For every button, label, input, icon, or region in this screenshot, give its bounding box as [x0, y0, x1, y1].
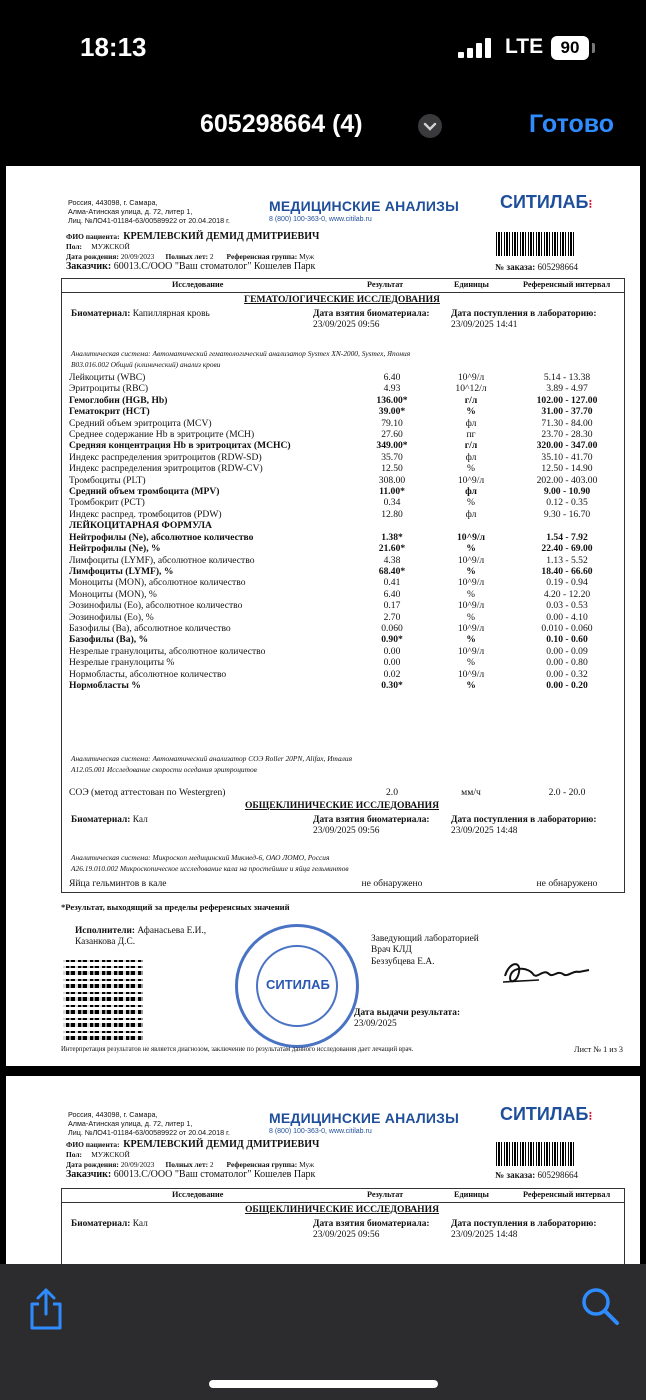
- disclaimer-line: Интерпретация результатов не является диагнозом, заключение по результатам данного исследования дает лечащий врач. Лист № 1 из 3: [61, 1045, 623, 1054]
- table-row: Нейтрофилы (Ne), % 21.60* % 22.40 - 69.00: [69, 543, 593, 555]
- table-row: Средний объем эритроцита (MCV) 79.10 фл 71.30 - 84.00: [69, 417, 593, 429]
- citilab-logo: СИТИЛАБ⁝: [500, 192, 593, 212]
- table-row: Лимфоциты (LYMF), % 68.40* % 18.40 - 66.60: [69, 565, 593, 577]
- table-row: Эозинофилы (Eo), абсолютное количество 0.17 10^9/л 0.03 - 0.53: [69, 600, 588, 612]
- signature-image: [499, 954, 593, 994]
- brand-contacts: 8 (800) 100-363-0, www.citilab.ru: [269, 1128, 372, 1135]
- section-general: ОБЩЕКЛИНИЧЕСКИЕ ИССЛЕДОВАНИЯ: [244, 1204, 440, 1215]
- brand-title: МЕДИЦИНСКИЕ АНАЛИЗЫ: [269, 198, 460, 214]
- citilab-logo: СИТИЛАБ⁝: [500, 1104, 593, 1124]
- table-row: Нормобласты, абсолютное количество 0.02 10^9/л 0.00 - 0.32: [69, 668, 588, 680]
- document-page-1: Россия, 443098, г. Самара, Алма-Атинская улица, д. 72, литер 1, Лиц. №ЛО41-01184-63/00589922 от 20.04.2018 г. МЕДИЦИНСКИЕ АНАЛИЗЫ 8 (800) 100-363-0, www.citilab.ru СИТИЛАБ⁝ ФИО пациента: КРЕМЛЕВСКИЙ ДЕМИД ДМИТРИЕВИЧ Пол: МУЖСКОЙ Дата рождения: 20/09/2023 Полных лет: 2 Референсная группа: Муж Заказчик: 60013.С/ООО "Ваш стоматолог" Кошелев Парк № заказа: 605298664 Исследование Результат Единицы Референсный интервал ГЕМАТОЛОГИЧЕСКИЕ ИССЛЕДОВАНИЯ Биоматериал: Капиллярная кровь Дата взятия биоматериала: 23/09/2025 09:56 Дата поступления в лабораторию: 23/09/2025 14:41 Аналитическая система: Автоматический гематологический анализатор Sysmex XN-2000, Sysmex, Япония B03.016.002 Общий (клинический) анализ крови Лейкоциты (WBC) 6.40 10^9/л 5.14 - 13.38 Эритроциты (RBC) 4.93 10^12/л 3.89 - 4.97 Гемоглобин (HGB, Hb) 136.00* г/л 102.00 - 127.00 Гематокрит (HCT) 39.00* % 31.00 - 37.70 Средний объем эритроцита (MCV) 79.10 фл 71.30 - 84.00 Среднее содержание Hb в эритроците (MCH) 27.60 пг 23.70 - 28.30 Средняя концентрация Hb в эритроцитах (MCHC) 349.00* г/л 320.00 - 347.00 Индекс распределения эритроцитов (RDW-SD) 35.70 фл 35.10 - 41.70 Индекс распределения эритроцитов (RDW-CV) 12.50 % 12.50 - 14.90 Тромбоциты (PLT) 308.00 10^9/л 202.00 - 403.00 Средний объем тромбоцита (MPV) 11.00* фл 9.00 - 10.90 Тромбокрит (PCT) 0.34 % 0.12 - 0.35 Индекс распред. тромбоцитов (PDW) 12.80 фл 9.30 - 16.70 ЛЕЙКОЦИТАРНАЯ ФОРМУЛА Нейтрофилы (Ne), абсолютное количество 1.38* 10^9/л 1.54 - 7.92 Нейтрофилы (Ne), % 21.60* % 22.40 - 69.00 Лимфоциты (LYMF), абсолютное количество 4.38 10^9/л 1.13 - 5.52 Лимфоциты (LYMF), % 68.40* % 18.40 - 66.60 Моноциты (MON), абсолютное количество 0.41 10^9/л 0.19 - 0.94 Моноциты (MON), % 6.40 % 4.20 - 12.20 Эозинофилы (Eo), абсолютное количество 0.17 10^9/л 0.03 - 0.53 Эозинофилы (Eo), % 2.70 % 0.00 - 4.10 Базофилы (Ba), абсолютное количество 0.060 10^9/л 0.010 - 0.060 Базофилы (Ba), % 0.90* % 0.10 - 0.60 Незрелые гранулоциты, абсолютное количество 0.00 10^9/л 0.00 - 0.09 Незрелые гранулоциты % 0.00 % 0.00 - 0.80 Нормобласты, абсолютное количество 0.02 10^9/л 0.00 - 0.32 Нормобласты % 0.30* % 0.00 - 0.20 Аналитическая система: Автоматический анализатор СОЭ Roller 20PN, Alifax, Италия A12.05.001 Исследование скорости оседания эритроцитов СОЭ (метод аттестован по Westergren) 2.0 мм/ч 2.0 - 20.0 ОБЩЕКЛИНИЧЕСКИЕ ИССЛЕДОВАНИЯ Биоматериал: Кал Дата взятия биоматериала: 23/09/2025 09:56 Дата поступления в лабораторию: 23/09/2025 14:48 Аналитическая система: Микроскоп медицинский Микмед-6, ОАО ЛОМО, Россия A26.19.010.002 Микроскопическое исследование кала на простейшие и яйца гельминтов Яйца гельминтов в кале не обнаружено не обнаружено *Результат, выходящий за пределы референсных значений Исполнители: Афанасьева Е.И., Казанкова Д.С. СИТИЛАБ Заведующий лабораторией Врач КЛД Беззубцева Е.А. Дата выдачи результата: 23/09/2025 Интерпретация результатов не является диагнозом, заключение по результатам данного исследования дает лечащий врач. Лист № 1 из 3: [6, 166, 640, 1066]
- stool-table: [61, 878, 623, 889]
- patient-info: ФИО пациента: КРЕМЛЕВСКИЙ ДЕМИД ДМИТРИЕВИЧ Пол: МУЖСКОЙ Дата рождения: 20/09/2023 Полных лет: 2 Референсная группа: Муж Заказчик: 60013.С/ООО "Ваш стоматолог" Кошелев Парк № заказа: 605298664: [66, 231, 578, 272]
- patient-refgroup: Муж: [299, 252, 315, 261]
- share-icon[interactable]: [26, 1286, 66, 1330]
- brand-contacts: 8 (800) 100-363-0, www.citilab.ru: [269, 216, 372, 223]
- search-icon[interactable]: [580, 1286, 620, 1326]
- order-number: 605298664: [537, 262, 578, 272]
- table-row: Базофилы (Ba), % 0.90* % 0.10 - 0.60: [69, 634, 588, 646]
- table-header: Исследование Результат Единицы Референсный интервал: [61, 278, 625, 293]
- table-row: Гематокрит (HCT) 39.00* % 31.00 - 37.70: [69, 406, 593, 418]
- table-row: Средний объем тромбоцита (MPV) 11.00* фл 9.00 - 10.90: [69, 486, 591, 498]
- sheet-number: Лист № 1 из 3: [574, 1045, 623, 1054]
- hematology-table: [61, 372, 623, 691]
- qr-code: [63, 960, 143, 1040]
- analyzer-note-hema: Аналитическая система: Автоматический гематологический анализатор Sysmex XN-2000, Sysmex, Япония B03.016.002 Общий (клинический) анализ крови: [71, 349, 411, 369]
- cellular-signal-icon: [458, 38, 492, 58]
- customer: 60013.С/ООО "Ваш стоматолог" Кошелев Парк: [113, 261, 316, 272]
- status-bar: [0, 0, 646, 96]
- table-row: Тромбокрит (PCT) 0.34 % 0.12 - 0.35: [69, 497, 588, 509]
- table-row: Тромбоциты (PLT) 308.00 10^9/л 202.00 - 403.00: [69, 474, 598, 486]
- document-page-2: Россия, 443098, г. Самара, Алма-Атинская улица, д. 72, литер 1, Лиц. №ЛО41-01184-63/00589922 от 20.04.2018 г. МЕДИЦИНСКИЕ АНАЛИЗЫ 8 (800) 100-363-0, www.citilab.ru СИТИЛАБ⁝ ФИО пациента: КРЕМЛЕВСКИЙ ДЕМИД ДМИТРИЕВИЧ Пол: МУЖСКОЙ Дата рождения: 20/09/2023 Полных лет: 2 Референсная группа: Муж Заказчик: 60013.С/ООО "Ваш стоматолог" Кошелев Парк № заказа: 605298664 Исследование Результат Единицы Референсный интервал ОБЩЕКЛИНИЧЕСКИЕ ИССЛЕДОВАНИЯ Биоматериал: Кал Дата взятия биоматериала: 23/09/2025 09:56 Дата поступления в лабораторию: 23/09/2025 14:48: [6, 1076, 640, 1264]
- network-type: LTE: [505, 35, 544, 58]
- table-row: Средняя концентрация Hb в эритроцитах (MCHC) 349.00* г/л 320.00 - 347.00: [69, 440, 598, 452]
- table-row: Моноциты (MON), абсолютное количество 0.41 10^9/л 0.19 - 0.94: [69, 577, 588, 589]
- document-title[interactable]: 605298664 (4): [200, 110, 363, 138]
- table-row: ЛЕЙКОЦИТАРНАЯ ФОРМУЛА: [69, 520, 212, 532]
- table-row: Незрелые гранулоциты, абсолютное количество 0.00 10^9/л 0.00 - 0.09: [69, 645, 588, 657]
- analyzer-note-esr: Аналитическая система: Автоматический анализатор СОЭ Roller 20PN, Alifax, Италия A12.05.001 Исследование скорости оседания эритроцитов: [71, 754, 353, 774]
- lab-address: Россия, 443098, г. Самара, Алма-Атинская улица, д. 72, литер 1, Лиц. №ЛО41-01184-63/00589922 от 20.04.2018 г.: [68, 198, 230, 225]
- table-row: Лейкоциты (WBC) 6.40 10^9/л 5.14 - 13.38: [69, 372, 591, 383]
- table-row: Среднее содержание Hb в эритроците (MCH) 27.60 пг 23.70 - 28.30: [69, 429, 593, 441]
- clock: 18:13: [80, 32, 147, 62]
- brand-title: МЕДИЦИНСКИЕ АНАЛИЗЫ: [269, 1110, 460, 1126]
- table-row: Нормобласты % 0.30* % 0.00 - 0.20: [69, 679, 588, 691]
- table-row: Эозинофилы (Eo), % 2.70 % 0.00 - 4.10: [69, 611, 588, 623]
- esr-table: [61, 787, 623, 798]
- lab-brand: [269, 198, 459, 223]
- lab-stamp: СИТИЛАБ: [235, 924, 359, 1048]
- patient-years: 2: [209, 252, 214, 261]
- section-hematology: ГЕМАТОЛОГИЧЕСКИЕ ИССЛЕДОВАНИЯ: [244, 294, 440, 305]
- analyzer-note-stool: Аналитическая система: Микроскоп медицинский Микмед-6, ОАО ЛОМО, Россия A26.19.010.002 Микроскопическое исследование кала на простейшие и яйца гельминтов: [71, 853, 349, 873]
- table-row: Незрелые гранулоциты % 0.00 % 0.00 - 0.80: [69, 657, 588, 669]
- table-row: Моноциты (MON), % 6.40 % 4.20 - 12.20: [69, 588, 591, 600]
- table-row: Индекс распределения эритроцитов (RDW-SD) 35.70 фл 35.10 - 41.70: [69, 451, 593, 463]
- table-header: Исследование Результат Единицы Референсный интервал: [61, 1188, 625, 1203]
- table-row: Гемоглобин (HGB, Hb) 136.00* г/л 102.00 - 127.00: [69, 394, 598, 406]
- table-row: Индекс распределения эритроцитов (RDW-CV) 12.50 % 12.50 - 14.90: [69, 463, 593, 475]
- table-row: Нейтрофилы (Ne), абсолютное количество 1.38* 10^9/л 1.54 - 7.92: [69, 531, 588, 543]
- navigation-bar: [0, 100, 646, 156]
- table-row: Индекс распред. тромбоцитов (PDW) 12.80 фл 9.30 - 16.70: [69, 508, 591, 520]
- battery-icon: 90: [551, 36, 589, 60]
- table-row: Яйца гельминтов в кале не обнаружено не обнаружено: [69, 878, 598, 889]
- footnote: *Результат, выходящий за пределы референсных значений: [61, 902, 290, 912]
- home-indicator[interactable]: [209, 1380, 438, 1388]
- table-row: Лимфоциты (LYMF), абсолютное количество 4.38 10^9/л 1.13 - 5.52: [69, 554, 588, 566]
- table-row: Базофилы (Ba), абсолютное количество 0.060 10^9/л 0.010 - 0.060: [69, 622, 593, 634]
- patient-name: КРЕМЛЕВСКИЙ ДЕМИД ДМИТРИЕВИЧ: [123, 231, 320, 242]
- table-row: Эритроциты (RBC) 4.93 10^12/л 3.89 - 4.97: [69, 383, 588, 395]
- done-button[interactable]: Готово: [529, 110, 615, 138]
- patient-info: ФИО пациента: КРЕМЛЕВСКИЙ ДЕМИД ДМИТРИЕВИЧ Пол: МУЖСКОЙ Дата рождения: 20/09/2023 Полных лет: 2 Референсная группа: Муж Заказчик: 60013.С/ООО "Ваш стоматолог" Кошелев Парк № заказа: 605298664: [66, 1139, 578, 1180]
- patient-dob: 20/09/2023: [120, 252, 155, 261]
- performers: Исполнители: Афанасьева Е.И., Казанкова Д.С.: [75, 926, 207, 947]
- lab-address: Россия, 443098, г. Самара, Алма-Атинская улица, д. 72, литер 1, Лиц. №ЛО41-01184-63/00589922 от 20.04.2018 г.: [68, 1110, 230, 1137]
- chevron-down-icon[interactable]: [418, 114, 442, 138]
- battery-tip: [592, 43, 595, 53]
- lab-brand: [269, 1110, 459, 1135]
- table-row: СОЭ (метод аттестован по Westergren) 2.0 мм/ч 2.0 - 20.0: [69, 787, 586, 798]
- section-general: ОБЩЕКЛИНИЧЕСКИЕ ИССЛЕДОВАНИЯ: [244, 800, 440, 811]
- lab-head: Заведующий лабораторией Врач КЛД Беззубцева Е.А.: [371, 934, 479, 967]
- patient-sex: МУЖСКОЙ: [91, 242, 130, 251]
- issue-date: Дата выдачи результата: 23/09/2025: [354, 1008, 461, 1029]
